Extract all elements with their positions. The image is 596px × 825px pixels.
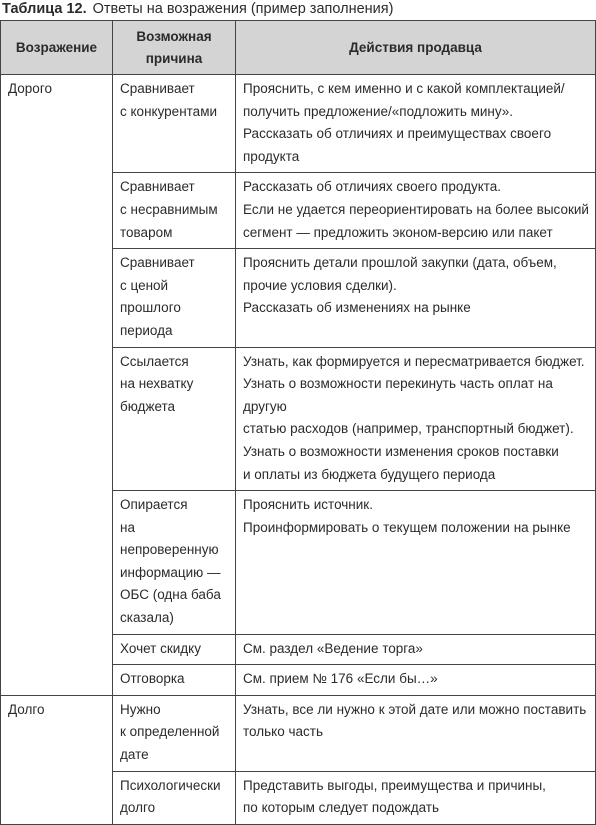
actions-cell-line: прочие условия сделки).	[243, 277, 397, 293]
table-row	[1, 249, 596, 347]
reason-cell-line: Отговорка	[120, 671, 185, 687]
actions-cell-line: продукта	[243, 148, 300, 164]
table-row	[1, 695, 596, 771]
objection-cell	[1, 347, 113, 491]
reason-cell-line: информацию —	[120, 564, 221, 580]
header-row	[1, 21, 596, 75]
table-title: Ответы на возражения (пример заполнения)	[92, 1, 394, 17]
actions-cell	[236, 771, 596, 824]
reason-cell	[113, 75, 236, 173]
actions-cell	[236, 665, 596, 696]
actions-cell-line: Узнать о возможности изменения сроков поставки	[243, 443, 559, 459]
actions-cell-line: сегмент — предложить эконом-версию или пакет	[243, 224, 553, 240]
actions-cell-line: получить предложение/«подложить мину».	[243, 103, 514, 119]
reason-cell-line: товаром	[120, 224, 173, 240]
reason-cell	[113, 173, 236, 249]
actions-cell-line: Рассказать об отличиях своего продукта.	[243, 179, 502, 195]
reason-cell-line: Опирается	[120, 497, 188, 513]
actions-cell-line: Прояснить детали прошлой закупки (дата, объем,	[243, 255, 557, 271]
actions-cell-line: Узнать о возможности перекинуть часть оплат на другую	[243, 376, 553, 414]
header-actions: Действия продавца	[236, 21, 596, 75]
objection-cell	[1, 695, 113, 771]
actions-cell	[236, 634, 596, 665]
reason-cell	[113, 665, 236, 696]
actions-cell-line: Прояснить источник.	[243, 497, 373, 513]
reason-cell-line: ОБС (одна баба	[120, 587, 221, 603]
reason-cell-line: с ценой прошлого	[120, 277, 181, 316]
actions-cell	[236, 695, 596, 771]
reason-cell-line: сказала)	[120, 610, 174, 626]
actions-cell-line: См. прием № 176 «Если бы…»	[243, 671, 438, 687]
reason-cell-line: Сравнивает	[120, 179, 195, 195]
table-caption	[2, 0, 393, 18]
objection-cell	[1, 771, 113, 824]
reason-cell	[113, 634, 236, 665]
header-reason-line2: причина	[145, 50, 203, 66]
reason-cell-line: на непроверенную	[120, 519, 219, 558]
actions-cell-line: Прояснить, с кем именно и с какой комплектацией/	[243, 81, 565, 96]
table-row	[1, 347, 596, 491]
objection-cell	[1, 491, 113, 635]
table-row	[1, 771, 596, 824]
reason-cell	[113, 347, 236, 491]
reason-cell	[113, 771, 236, 824]
header-reason	[113, 21, 236, 75]
actions-cell-line: Рассказать об изменениях на рынке	[243, 300, 471, 316]
objections-table	[0, 20, 596, 825]
actions-cell-line: и оплаты из бюджета будущего периода	[243, 466, 496, 482]
reason-cell-line: Психологически	[120, 777, 221, 793]
actions-cell-line: Проинформировать о текущем положении на рынке	[243, 519, 571, 535]
reason-cell	[113, 491, 236, 635]
reason-cell-line: дате	[120, 747, 149, 763]
reason-cell-line: с конкурентами	[120, 103, 218, 119]
objection-cell	[1, 249, 113, 347]
reason-cell-line: Сравнивает	[120, 81, 195, 96]
table-row	[1, 75, 596, 173]
header-reason-line1: Возможная	[136, 28, 212, 44]
objection-cell	[1, 75, 113, 173]
actions-cell	[236, 491, 596, 635]
actions-cell	[236, 347, 596, 491]
actions-cell-line: только часть	[243, 724, 323, 740]
table-row	[1, 173, 596, 249]
table-row	[1, 491, 596, 635]
objection-cell	[1, 634, 113, 665]
reason-cell-line: бюджета	[120, 398, 176, 414]
actions-cell	[236, 249, 596, 347]
table-row	[1, 665, 596, 696]
header-objection: Возражение	[1, 21, 113, 75]
actions-cell-line: Представить выгоды, преимущества и причины,	[243, 777, 546, 793]
reason-cell-line: Нужно	[120, 701, 161, 717]
objection-cell	[1, 665, 113, 696]
reason-cell-line: долго	[120, 800, 156, 816]
objection-label: Дорого	[8, 81, 52, 96]
reason-cell	[113, 695, 236, 771]
actions-cell	[236, 75, 596, 173]
reason-cell-line: Ссылается	[120, 353, 189, 369]
reason-cell-line: к определенной	[120, 724, 220, 740]
table-number: Таблица 12.	[2, 1, 87, 17]
actions-cell-line: статью расходов (например, транспортный бюджет).	[243, 421, 574, 437]
reason-cell-line: периода	[120, 322, 173, 338]
table-row	[1, 634, 596, 665]
reason-cell-line: на нехватку	[120, 376, 194, 392]
actions-cell-line: См. раздел «Ведение торга»	[243, 640, 423, 656]
table-body	[1, 75, 596, 825]
actions-cell-line: Узнать, как формируется и пересматривается бюджет.	[243, 353, 585, 369]
objection-label: Долго	[8, 701, 45, 717]
reason-cell-line: Сравнивает	[120, 255, 195, 271]
reason-cell-line: с несравнимым	[120, 201, 218, 217]
reason-cell-line: Хочет скидку	[120, 640, 201, 656]
actions-cell-line: по которым следует подождать	[243, 800, 440, 816]
objection-cell	[1, 173, 113, 249]
actions-cell-line: Узнать, все ли нужно к этой дате или можно поставить	[243, 701, 587, 717]
actions-cell-line: Если не удается переориентировать на более высокий	[243, 201, 589, 217]
actions-cell	[236, 173, 596, 249]
reason-cell	[113, 249, 236, 347]
actions-cell-line: Рассказать об отличиях и преимуществах своего	[243, 126, 552, 142]
